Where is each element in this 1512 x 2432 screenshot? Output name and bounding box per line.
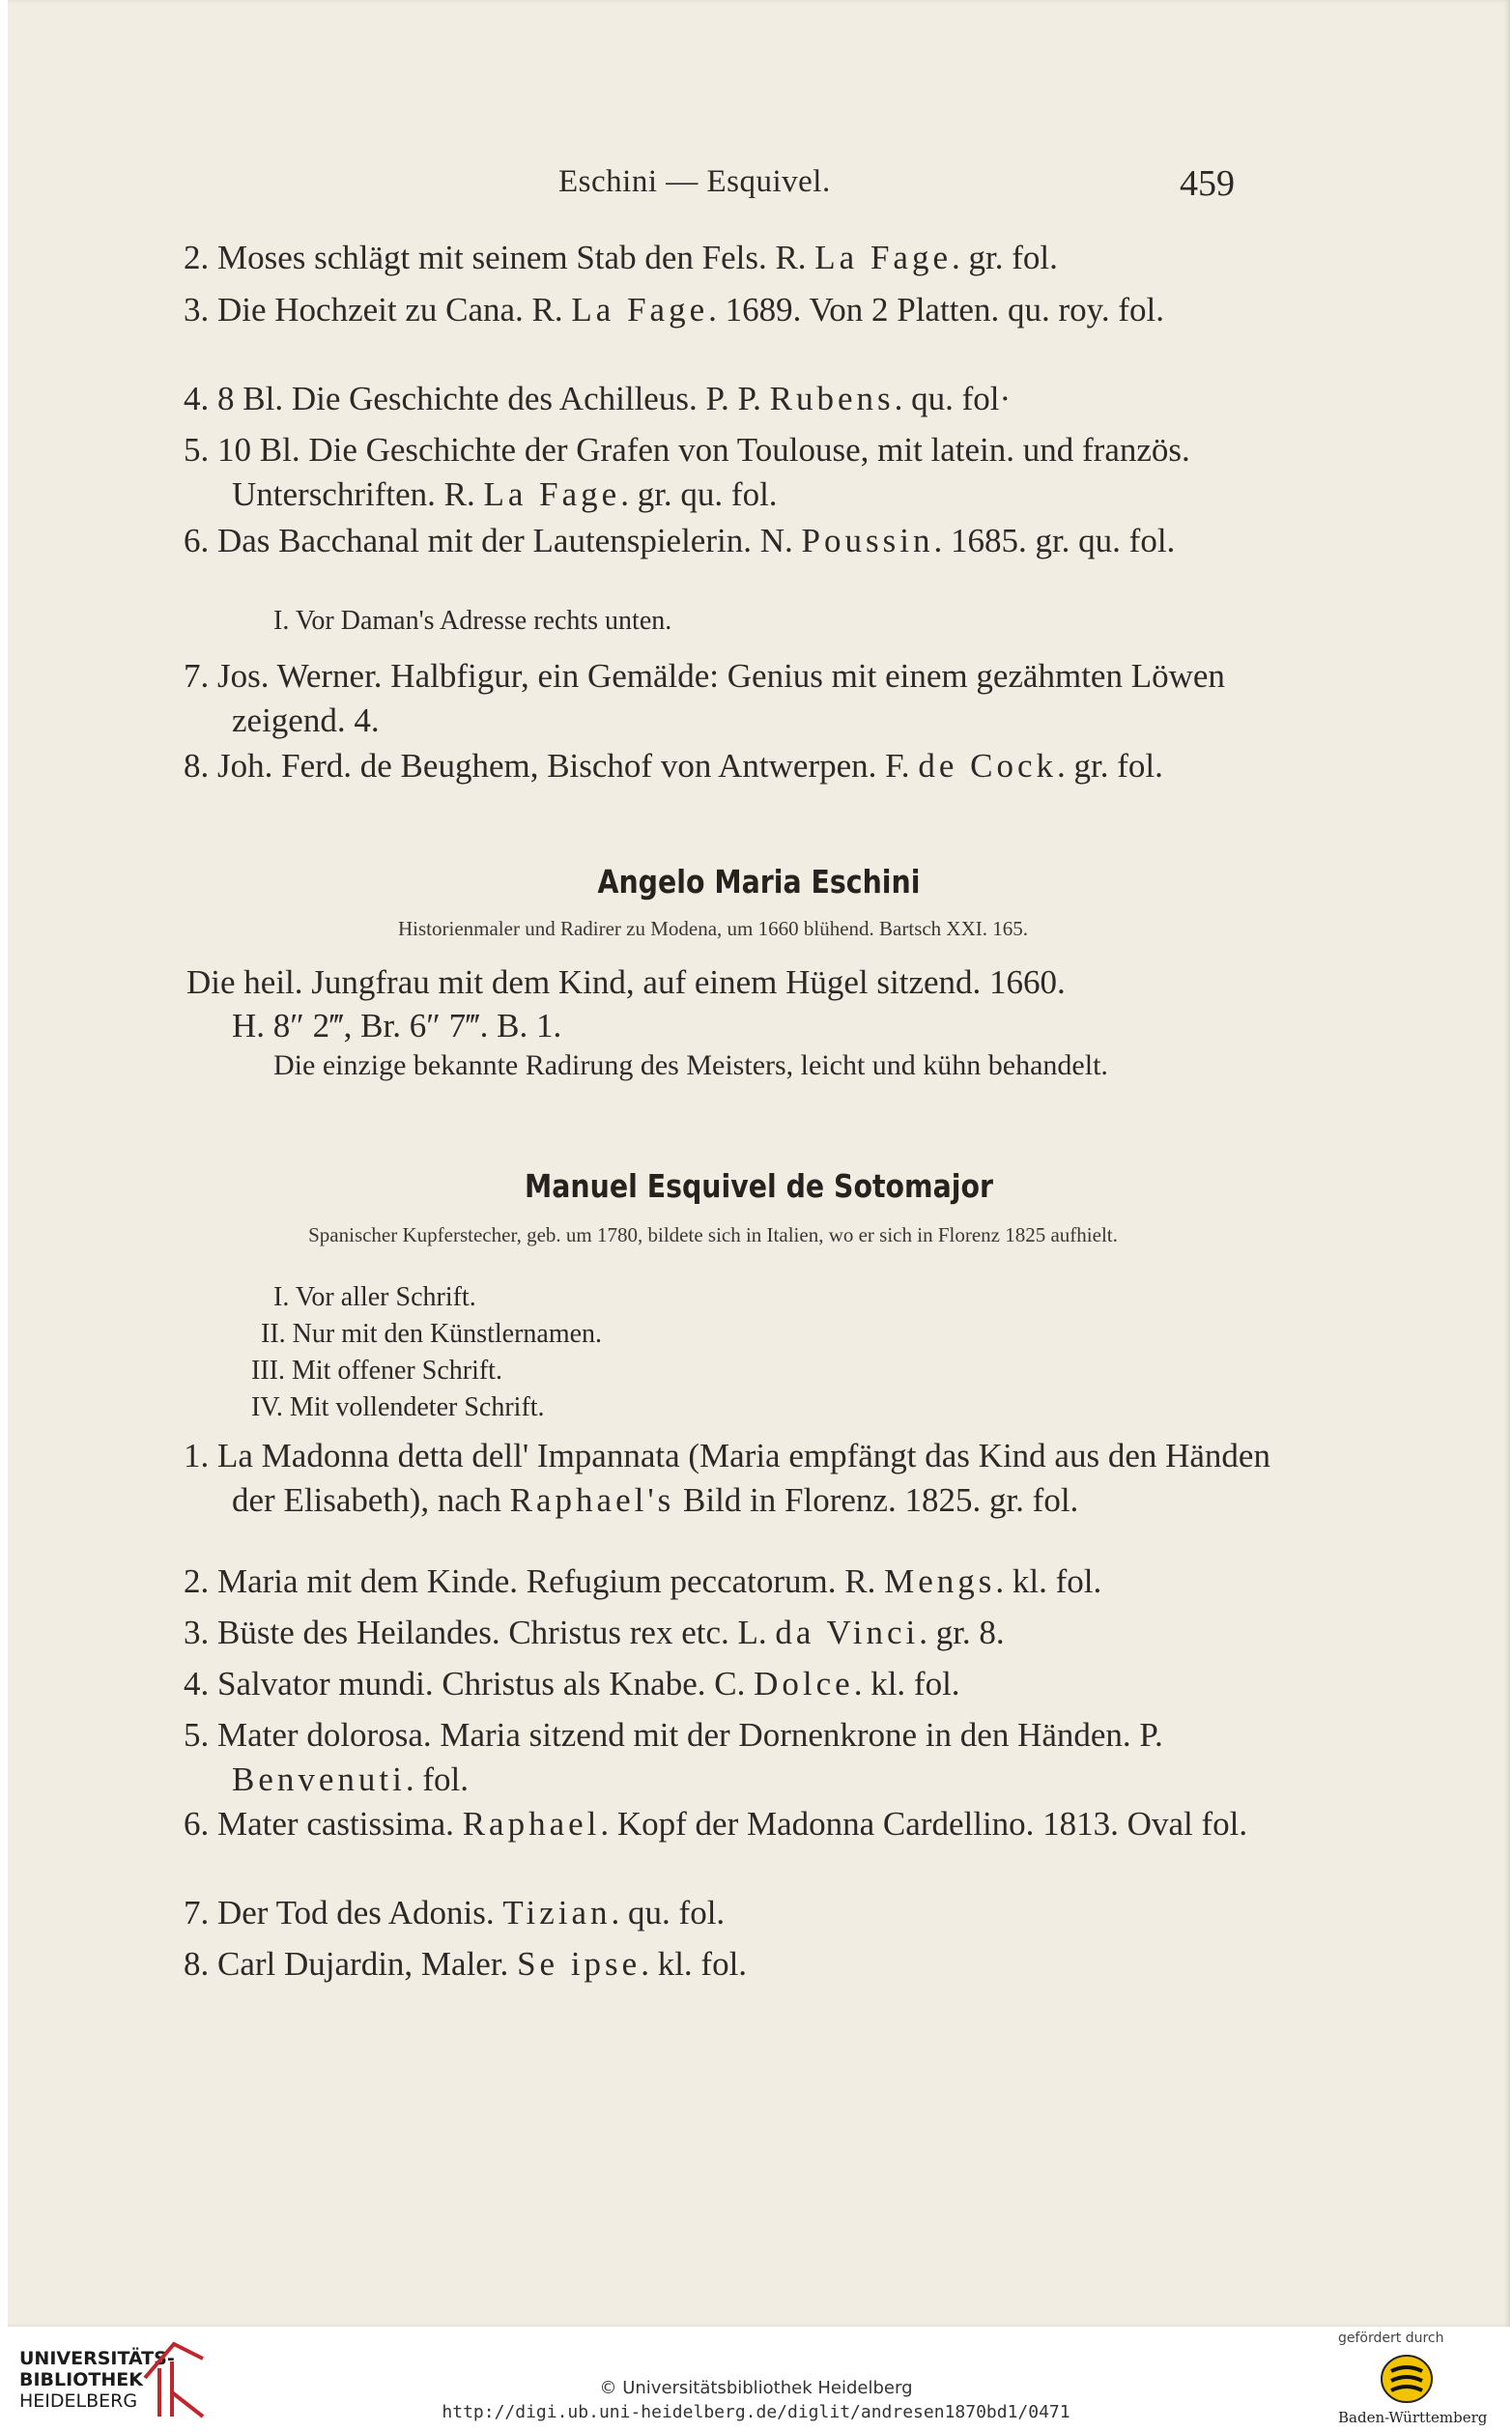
sponsor-name: Baden-Württemberg [1338,2409,1488,2426]
plate-note: Die einzige bekannte Radirung des Meisters, leicht und kühn behandelt. [273,1049,1108,1081]
artist-bio: Spanischer Kupferstecher, geb. um 1780, bildete sich in Italien, wo er sich in Florenz 1825 aufhielt. [308,1223,1118,1246]
permalink[interactable]: http://digi.ub.uni-heidelberg.de/diglit/andresen1870bd1/0471 [442,2402,1070,2422]
list-item: 4. 8 Bl. Die Geschichte des Achilleus. P. P. Rubens. qu. fol· [184,380,1012,417]
state-note: I. Vor aller Schrift. [273,1282,476,1312]
section-heading: Manuel Esquivel de Sotomajor [525,1167,993,1205]
state-crest-icon [1380,2352,1434,2406]
plate-title: Die heil. Jungfrau mit dem Kind, auf einem Hügel sitzend. 1660. [186,963,1066,1001]
list-item: 3. Die Hochzeit zu Cana. R. La Fage. 1689. Von 2 Platten. qu. roy. fol. [184,291,1164,329]
list-item: 3. Büste des Heilandes. Christus rex etc. L. da Vinci. gr. 8. [184,1614,1005,1651]
footer-bar [0,2327,1512,2432]
funded-by-label: gefördert durch [1338,2331,1444,2346]
list-item: 8. Joh. Ferd. de Beughem, Bischof von Antwerpen. F. de Cock. gr. fol. [184,747,1163,785]
list-item: 5. Mater dolorosa. Maria sitzend mit der Dornenkrone in den Händen. P. Benvenuti. fol. [184,1716,1163,1798]
list-item: 5. 10 Bl. Die Geschichte der Grafen von Toulouse, mit latein. und französ. Unterschriften. R. La Fage. gr. qu. fol. [184,431,1190,513]
list-item: 2. Maria mit dem Kinde. Refugium peccatorum. R. Mengs. kl. fol. [184,1562,1102,1600]
list-item: 8. Carl Dujardin, Maler. Se ipse. kl. fol. [184,1945,748,1983]
list-item: 1. La Madonna detta dell' Impannata (Maria empfängt das Kind aus den Händen der Elisabeth), nach Raphael's Bild in Florenz. 1825. gr. fol. [184,1437,1270,1519]
page-number: 459 [1180,163,1235,204]
list-item: 7. Jos. Werner. Halbfigur, ein Gemälde: Genius mit einem gezähmten Löwen zeigend. 4. [184,657,1225,739]
state-note: III. Mit offener Schrift. [251,1356,502,1386]
state-note: I. Vor Daman's Adresse rechts unten. [273,606,672,636]
list-item: 6. Mater castissima. Raphael. Kopf der Madonna Cardellino. 1813. Oval fol. [184,1805,1248,1843]
list-item: 7. Der Tod des Adonis. Tizian. qu. fol. [184,1894,726,1931]
state-note: II. Nur mit den Künstlernamen. [261,1319,603,1349]
list-item: 2. Moses schlägt mit seinem Stab den Fels. R. La Fage. gr. fol. [184,239,1058,276]
library-name[interactable]: UNIVERSITÄTS- BIBLIOTHEK HEIDELBERG [19,2348,175,2412]
plate-dimensions: H. 8″ 2‴, Br. 6″ 7‴. B. 1. [232,1007,562,1044]
section-heading: Angelo Maria Eschini [597,863,921,901]
list-item: 4. Salvator mundi. Christus als Knabe. C. Dolce. kl. fol. [184,1665,960,1702]
scanned-page [8,0,1510,2327]
state-note: IV. Mit vollendeter Schrift. [251,1392,545,1422]
list-item: 6. Das Bacchanal mit der Lautenspielerin. N. Poussin. 1685. gr. qu. fol. [184,522,1176,559]
running-title: Eschini — Esquivel. [558,164,831,199]
artist-bio: Historienmaler und Radirer zu Modena, um 1660 blühend. Bartsch XXI. 165. [397,917,1029,940]
copyright-notice: © Universitätsbibliothek Heidelberg [599,2378,913,2398]
page-text [8,0,1510,2327]
